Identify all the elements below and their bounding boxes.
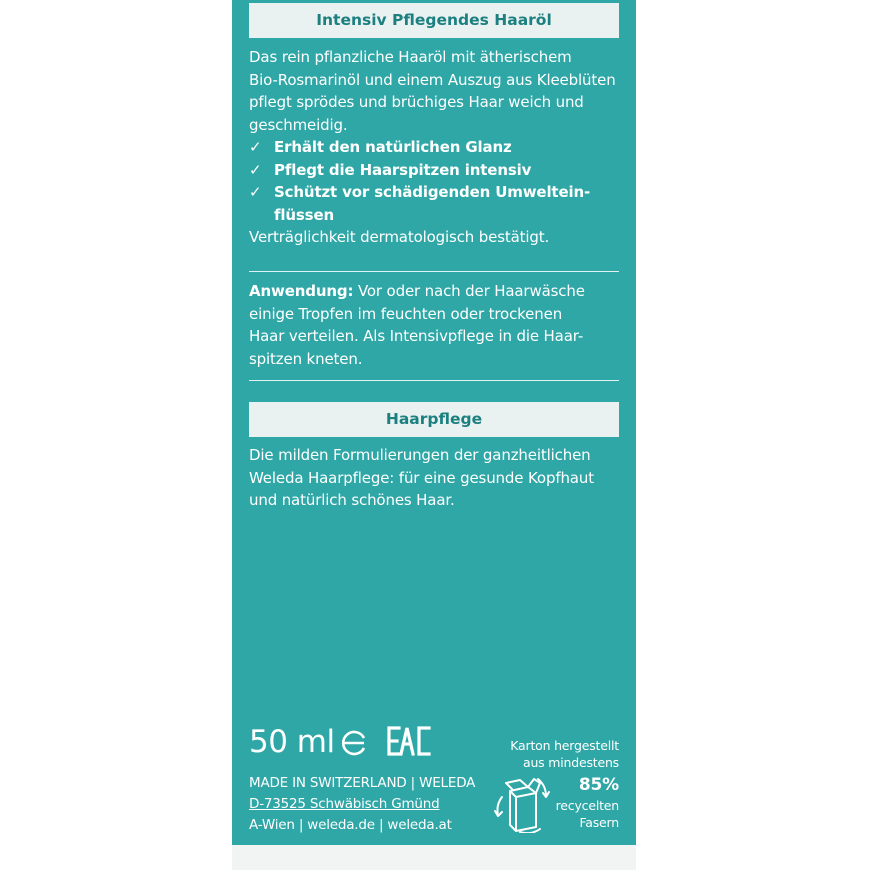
section-divider: [249, 380, 619, 381]
e-mark-icon: [340, 727, 368, 757]
haircare-line: Die milden Formulierungen der ganzheitlichen: [249, 446, 591, 464]
haircare-line: und natürlich schönes Haar.: [249, 491, 455, 509]
benefit-text: Schützt vor schädigenden Umweltein-: [274, 183, 591, 201]
section-title-haarpflege: Haarpflege: [249, 402, 619, 437]
benefit-list: [249, 136, 621, 226]
recycling-percent-info: [549, 773, 619, 831]
manufacturer-websites: A-Wien | weleda.de | weleda.at: [249, 817, 452, 833]
recycling-note: [479, 737, 619, 771]
usage-text: Vor oder nach der Haarwäsche: [353, 282, 585, 300]
usage-line: einige Tropfen im feuchten oder trockenen: [249, 304, 563, 323]
benefit-item: [249, 136, 621, 159]
manufacturer-line: MADE IN SWITZERLAND | WELEDA: [249, 775, 476, 791]
usage-label: Anwendung:: [249, 282, 354, 300]
eac-mark-icon: [387, 725, 431, 757]
intro-line: Das rein pflanzliche Haaröl mit ätherischem: [249, 48, 572, 66]
recycling-text: aus mindestens: [522, 755, 619, 770]
haircare-line: Weleda Haarpflege: für eine gesunde Kopfhaut: [249, 468, 594, 487]
dermatology-note: Verträglichkeit dermatologisch bestätigt.: [249, 228, 550, 246]
recycling-text: Karton hergestellt: [510, 738, 619, 753]
haircare-description: [249, 444, 621, 512]
check-icon: ✓: [249, 183, 262, 201]
usage-line: spitzen kneten.: [249, 349, 363, 368]
manufacturer-info: [249, 773, 475, 836]
benefit-text: Pflegt die Haarspitzen intensiv: [274, 160, 532, 179]
volume-label: 50 ml: [249, 724, 335, 760]
recycling-text: Fasern: [579, 815, 619, 830]
intro-line: Bio-Rosmarinöl und einem Auszug aus Kleeblüten: [249, 70, 616, 89]
intro-line: geschmeidig.: [249, 115, 348, 134]
section-title-haaroel: Intensiv Pflegendes Haaröl: [249, 3, 619, 38]
recycling-text: recycelten: [555, 798, 619, 813]
benefit-item-continued: [249, 204, 621, 227]
manufacturer-address: D-73525 Schwäbisch Gmünd: [249, 796, 440, 812]
product-label-panel: [232, 0, 636, 845]
check-icon: ✓: [249, 160, 262, 179]
product-description: [249, 46, 621, 249]
benefit-item: [249, 181, 621, 204]
benefit-text: Erhält den natürlichen Glanz: [274, 138, 512, 156]
benefit-item: [249, 159, 621, 182]
bottom-strip: [232, 845, 636, 870]
usage-instructions: [249, 280, 621, 370]
benefit-text: flüssen: [274, 205, 335, 224]
usage-line: [249, 280, 621, 303]
intro-line: pflegt sprödes und brüchiges Haar weich und: [249, 93, 584, 111]
recycled-carton-icon: [490, 775, 552, 833]
recycled-percent: 85%: [578, 775, 619, 795]
section-divider: [249, 271, 619, 272]
check-icon: ✓: [249, 138, 262, 156]
usage-line: Haar verteilen. Als Intensivpflege in die Haar-: [249, 327, 584, 345]
